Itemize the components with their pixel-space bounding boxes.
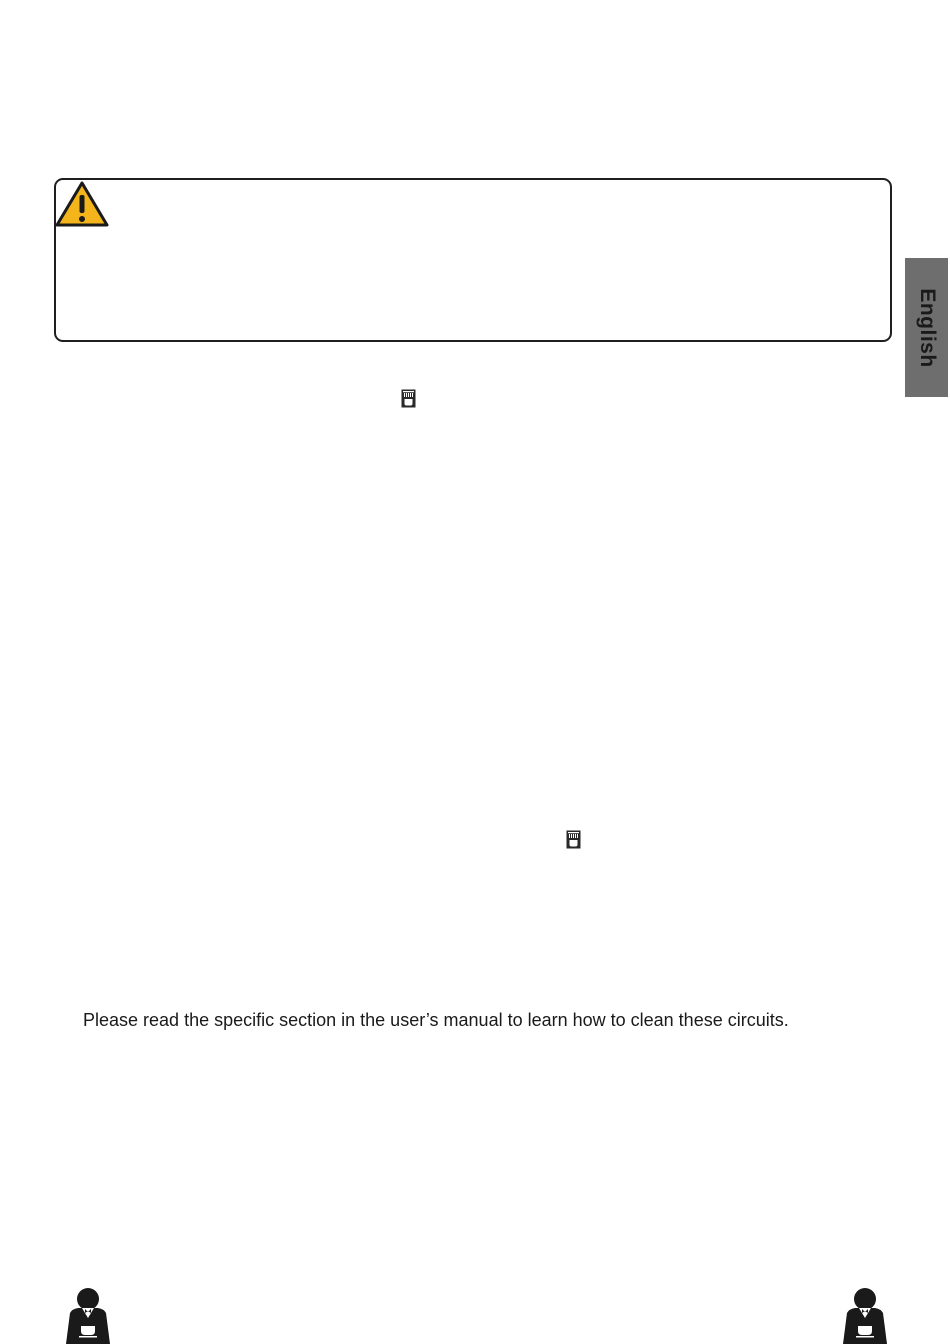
language-tab	[905, 258, 948, 397]
warning-triangle-icon	[54, 180, 110, 228]
language-tab-label: English	[915, 287, 939, 368]
barista-logo-icon	[835, 1287, 895, 1344]
barista-logo-icon	[58, 1287, 118, 1344]
cleaning-note: Please read the specific section in the user’s manual to learn how to clean these circuits.	[83, 1010, 789, 1030]
coffee-cup-icon	[401, 389, 416, 408]
warning-box	[54, 178, 892, 342]
coffee-cup-icon	[566, 830, 581, 849]
